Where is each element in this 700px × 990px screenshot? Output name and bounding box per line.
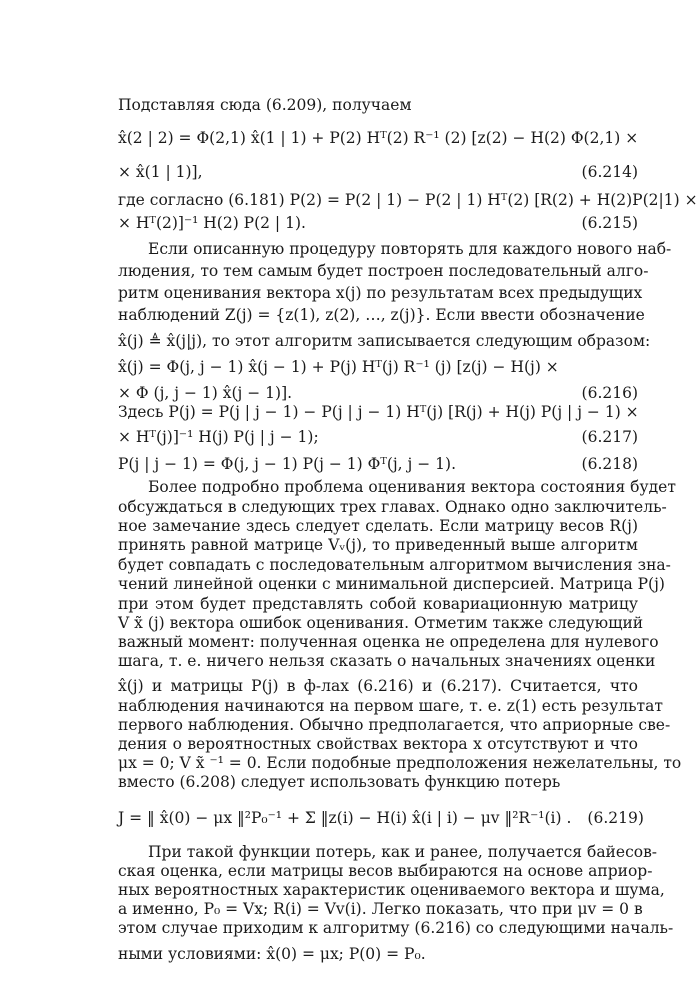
text-line: x̂(j) ≜ x̂(j|j), то этот алгоритм записывается следующим образом: (118, 332, 651, 350)
text-line: принять равной матрице Vᵥ(j), то приведенный выше алгоритм (118, 536, 638, 554)
text-line: μx = 0; V x̃ ⁻¹ = 0. Если подобные предположения нежелательны, то (118, 754, 682, 772)
equation-line: × x̂(1 | 1)], (6.214) (118, 163, 638, 181)
equation-number: (6.217) (581, 428, 638, 446)
text-line: x̂(j) и матрицы P(j) в ф-лах (6.216) и (6.217). Считается, что (118, 677, 638, 695)
text-line: вместо (6.208) следует использовать функцию потерь (118, 773, 561, 791)
equation-line: × Φ (j, j − 1) x̂(j − 1)]. (6.216) (118, 384, 638, 402)
text-line: ное замечание здесь следует сделать. Если матрицу весов R(j) (118, 517, 638, 535)
text-line: ская оценка, если матрицы весов выбираются на основе априор- (118, 862, 653, 880)
text-line: при этом будет представлять собой ковариационную матрицу (118, 595, 638, 613)
text-line: шага, т. е. ничего нельзя сказать о начальных значениях оценки (118, 652, 656, 670)
text-line: Более подробно проблема оценивания вектора состояния будет (148, 478, 676, 496)
equation-number: (6.216) (581, 384, 638, 402)
text-line: будет совпадать с последовательным алгоритмом вычисления зна- (118, 556, 671, 574)
text-line: наблюдения начинаются на первом шаге, т. е. z(1) есть результат (118, 697, 663, 715)
text-line: первого наблюдения. Обычно предполагается, что априорные све- (118, 716, 671, 734)
text-line: наблюдений Z(j) = {z(1), z(2), …, z(j)}. Если ввести обозначение (118, 306, 645, 324)
equation-line: J = ‖ x̂(0) − μx ‖²P₀⁻¹ + Σ ‖z(i) − H(i) x̂(i | i) − μv ‖²R⁻¹(i) . (6.219) (118, 809, 644, 827)
text-line: обсуждаться в следующих трех главах. Однако одно заключитель- (118, 498, 667, 516)
equation-line: × Hᵀ(2)]⁻¹ H(2) P(2 | 1). (6.215) (118, 214, 638, 232)
text-line: ных вероятностных характеристик оцениваемого вектора и шума, (118, 881, 665, 899)
text-line: этом случае приходим к алгоритму (6.216) со следующими началь- (118, 919, 674, 937)
text-line: людения, то тем самым будет построен последовательный алго- (118, 262, 649, 280)
text-line: важный момент: полученная оценка не определена для нулевого (118, 633, 659, 651)
text-line: дения о вероятностных свойствах вектора x отсутствуют и что (118, 735, 638, 753)
text-line: Подставляя сюда (6.209), получаем (118, 96, 412, 114)
equation-number: (6.215) (581, 214, 638, 232)
equation-line: x̂(j) = Φ(j, j − 1) x̂(j − 1) + P(j) Hᵀ(j) R⁻¹ (j) [z(j) − H(j) × (118, 358, 559, 376)
equation-line: где согласно (6.181) P(2) = P(2 | 1) − P(2 | 1) Hᵀ(2) [R(2) + H(2)P(2|1) × (118, 191, 698, 209)
text-line: Если описанную процедуру повторять для каждого нового наб- (148, 240, 672, 258)
text-line: ными условиями: x̂(0) = μx; P(0) = P₀. (118, 945, 426, 963)
text-line: ритм оценивания вектора x(j) по результатам всех предыдущих (118, 284, 643, 302)
equation-number: (6.218) (581, 455, 638, 473)
text-line: а именно, P₀ = Vx; R(i) = Vv(i). Легко показать, что при μv = 0 в (118, 900, 643, 918)
equation-number: (6.219) (587, 809, 644, 827)
equation-number: (6.214) (581, 163, 638, 181)
equation-line: × Hᵀ(j)]⁻¹ H(j) P(j | j − 1); (6.217) (118, 428, 638, 446)
text-line: чений линейной оценки с минимальной дисперсией. Матрица P(j) (118, 575, 665, 593)
equation-line: Здесь P(j) = P(j | j − 1) − P(j | j − 1) Hᵀ(j) [R(j) + H(j) P(j | j − 1) × (118, 403, 639, 421)
equation-line: P(j | j − 1) = Φ(j, j − 1) P(j − 1) Φᵀ(j, j − 1). (6.218) (118, 455, 638, 473)
text-line: При такой функции потерь, как и ранее, получается байесов- (148, 843, 658, 861)
text-line: V x̃ (j) вектора ошибок оценивания. Отметим также следующий (118, 614, 644, 632)
equation-line: x̂(2 | 2) = Φ(2,1) x̂(1 | 1) + P(2) Hᵀ(2) R⁻¹ (2) [z(2) − H(2) Φ(2,1) × (118, 129, 639, 147)
